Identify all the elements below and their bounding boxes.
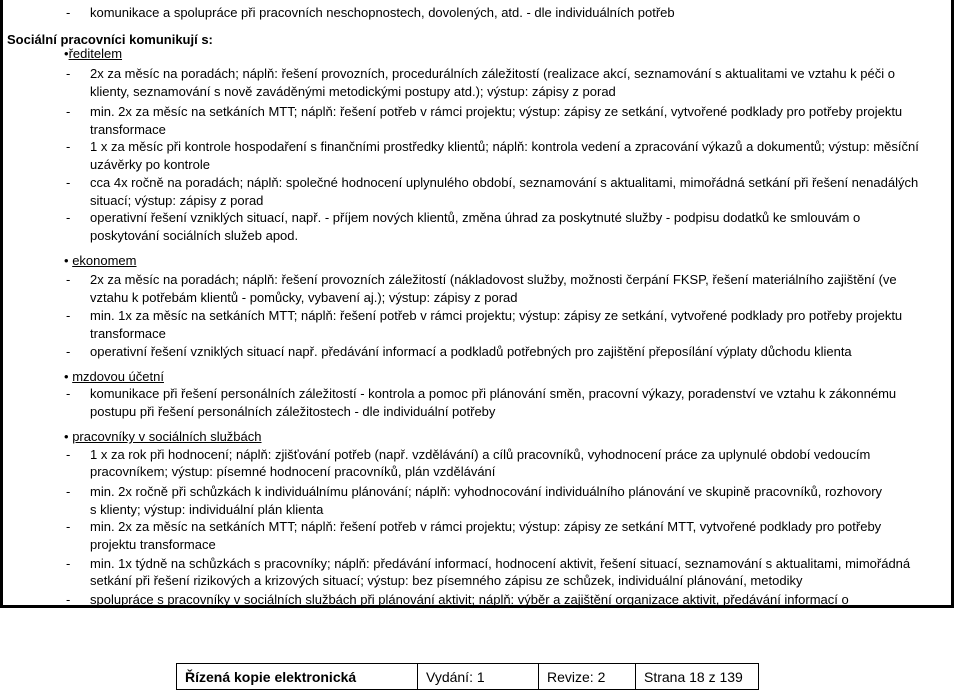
line-text: uzávěrky po kontrole <box>90 157 210 172</box>
controlled-copy-label: Řízená kopie elektronická <box>185 668 357 685</box>
line-text: komunikace při řešení personálních záležitostí - kontrola a pomoc při plánování směn, pracovní výkazy, poradenství ve vztahu k zákonnému <box>90 386 897 401</box>
bullet-icon: • <box>64 429 69 444</box>
subsection-reditelem <box>64 45 122 63</box>
subsection-mzdova-ucetni <box>64 368 164 386</box>
dash: - <box>66 519 71 534</box>
dash: - <box>66 66 71 81</box>
dash: - <box>66 556 71 571</box>
line-text: min. 1x za měsíc na setkáních MTT; náplň: řešení potřeb v rámci projektu; výstup: zápisy ze setkání, vytvořené podklady pro potřeby projektu <box>90 308 903 323</box>
dash: - <box>66 308 71 323</box>
dash: - <box>66 210 71 225</box>
subsection-label: ekonomem <box>72 253 137 268</box>
line-text: 1 x za měsíc při kontrole hospodaření s finančními prostředky klientů; náplň: kontrola vedení a zpracování výkazů a dokumentů; výstup: měsíční <box>90 139 919 154</box>
line-text: spolupráce s pracovníky v sociálních službách při plánování aktivit; náplň: výběr a zajištění organizace aktivit, předávání informací o <box>90 592 849 607</box>
dash: - <box>66 344 71 359</box>
dash: - <box>66 447 71 462</box>
line-text: vztahu k potřebám klientů - pomůcky, vybavení aj.); výstup: zápisy z porad <box>90 290 518 305</box>
bullet-icon: • <box>64 369 69 384</box>
line-text: operativní řešení vzniklých situací, např. - příjem nových klientů, změna úhrad za poskytnuté služby - podpisu dodatků ke smlouvám o <box>90 210 861 225</box>
line-text: 1 x za rok při hodnocení; náplň: zjišťování potřeb (např. vzdělávání) a cílů pracovníků, vyhodnocení práce za uplynulé období vedoucím <box>90 447 871 462</box>
line-text: pracovníkem; výstup: písemné hodnocení pracovníků, plán vzdělávání <box>90 464 496 479</box>
dash: - <box>66 5 71 20</box>
line-text: klienty, seznamování s nově zaváděnými metodickými postupy atd.); výstup: zápisy z porad <box>90 84 616 99</box>
dash: - <box>66 175 71 190</box>
dash: - <box>66 386 71 401</box>
line-text: projektu transformace <box>90 537 216 552</box>
line-text: transformace <box>90 122 166 137</box>
line-text: komunikace a spolupráce při pracovních neschopnostech, dovolených, atd. - dle individuálních potřeb <box>90 5 675 20</box>
section-heading: Sociální pracovníci komunikují s: <box>7 32 213 47</box>
line-text: setkání při řešení rizikových a krizových situací; výstup: bez písemného zápisu ze schůzek, individuální plánování, metodiky <box>90 573 803 588</box>
subsection-ekonomem <box>64 252 137 270</box>
revision-number: Revize: 2 <box>538 664 635 689</box>
line-text: s klienty; výstup: individuální plán klienta <box>90 502 324 517</box>
subsection-label: pracovníky v sociálních službách <box>72 429 262 444</box>
document-footer <box>176 663 759 690</box>
dash: - <box>66 484 71 499</box>
bullet-icon: • <box>64 46 69 61</box>
line-text: transformace <box>90 326 166 341</box>
line-text: postupu při řešení personálních záležitostech - dle individuální potřeby <box>90 404 496 419</box>
dash: - <box>66 139 71 154</box>
bullet-icon: • <box>64 253 69 268</box>
issue-number: Vydání: 1 <box>417 664 538 689</box>
subsection-pracovniky <box>64 428 262 446</box>
line-text: cca 4x ročně na poradách; náplň: společné hodnocení uplynulého období, seznamování s aktualitami, mimořádná setkání při řešení nenadálých <box>90 175 919 190</box>
subsection-label: ředitelem <box>68 46 123 61</box>
line-text: 2x za měsíc na poradách; náplň: řešení provozních záležitostí (nákladovost služby, možnosti čerpání FKSP, řešení materiálního zajištění (ve <box>90 272 897 287</box>
line-text: operativní řešení vzniklých situací např. předávání informací a podkladů potřebných pro zajištění přeposílání výplaty důchodu klienta <box>90 344 852 359</box>
subsection-label: mzdovou účetní <box>72 369 164 384</box>
line-text: min. 2x za měsíc na setkáních MTT; náplň: řešení potřeb v rámci projektu; výstup: zápisy ze setkání, vytvořené podklady pro potřeby projektu <box>90 104 903 119</box>
line-text: min. 2x ročně při schůzkách k individuálnímu plánování; náplň: vyhodnocování individuálního plánování ve skupině pracovníků, rozhovory <box>90 484 883 499</box>
line-text: situací; výstup: zápisy z porad <box>90 193 264 208</box>
line-text: min. 1x týdně na schůzkách s pracovníky; náplň: předávání informací, hodnocení aktivit, řešení situací, seznamování s aktualitami, mimořádná <box>90 556 911 571</box>
dash: - <box>66 104 71 119</box>
line-text: poskytování sociálních služeb apod. <box>90 228 299 243</box>
dash: - <box>66 272 71 287</box>
line-text: min. 2x za měsíc na setkáních MTT; náplň: řešení potřeb v rámci projektu; výstup: zápisy ze setkání MTT, vytvořené podklady pro potřeby <box>90 519 882 534</box>
page-number: Strana 18 z 139 <box>635 664 758 689</box>
dash: - <box>66 592 71 607</box>
line-text: 2x za měsíc na poradách; náplň: řešení provozních, procedurálních záležitostí (realizace akcí, seznamování s aktualitami ve vztahu k péči o <box>90 66 895 81</box>
